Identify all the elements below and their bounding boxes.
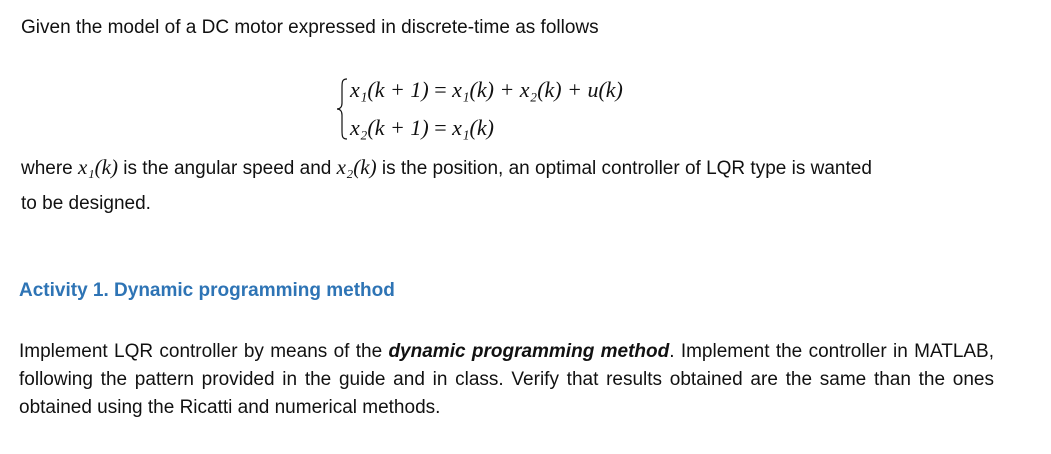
equation-2-lhs: x₂(k + 1) <box>350 115 429 140</box>
equation-1-equals: = <box>428 77 453 102</box>
where-part-2: is the angular speed and <box>117 158 337 179</box>
equation-2-rhs: x₁(k) <box>452 115 494 140</box>
where-part-3: is the position, an optimal controller of LQR type is wanted <box>376 158 872 179</box>
equation-row-1 <box>350 76 623 104</box>
equation-row-2 <box>350 114 494 142</box>
where-part-1: where <box>21 158 79 179</box>
where-sentence <box>21 155 872 181</box>
position-variable: x₂(k) <box>336 155 377 179</box>
activity-paragraph <box>19 338 994 422</box>
activity-text-after: . Implement the controller in MATLAB, following the pattern provided in the guide and in class. Verify that results obtained are the same than the ones obtained using the Ricatti and numerical methods. <box>19 341 995 418</box>
equation-2-equals: = <box>428 115 453 140</box>
angular-speed-variable: x₁(k) <box>78 155 118 179</box>
where-sentence-line-2: to be designed. <box>21 193 151 214</box>
activity-heading: Activity 1. Dynamic programming method <box>19 280 395 301</box>
equation-1-rhs: x₁(k) + x₂(k) + u(k) <box>452 77 623 102</box>
intro-text: Given the model of a DC motor expressed in discrete-time as follows <box>21 17 599 38</box>
state-equations <box>336 68 696 148</box>
activity-emphasis: dynamic programming method <box>388 341 670 362</box>
equation-1-lhs: x₁(k + 1) <box>350 77 429 102</box>
activity-text-before: Implement LQR controller by means of the <box>19 341 389 362</box>
left-brace-icon <box>336 78 348 140</box>
